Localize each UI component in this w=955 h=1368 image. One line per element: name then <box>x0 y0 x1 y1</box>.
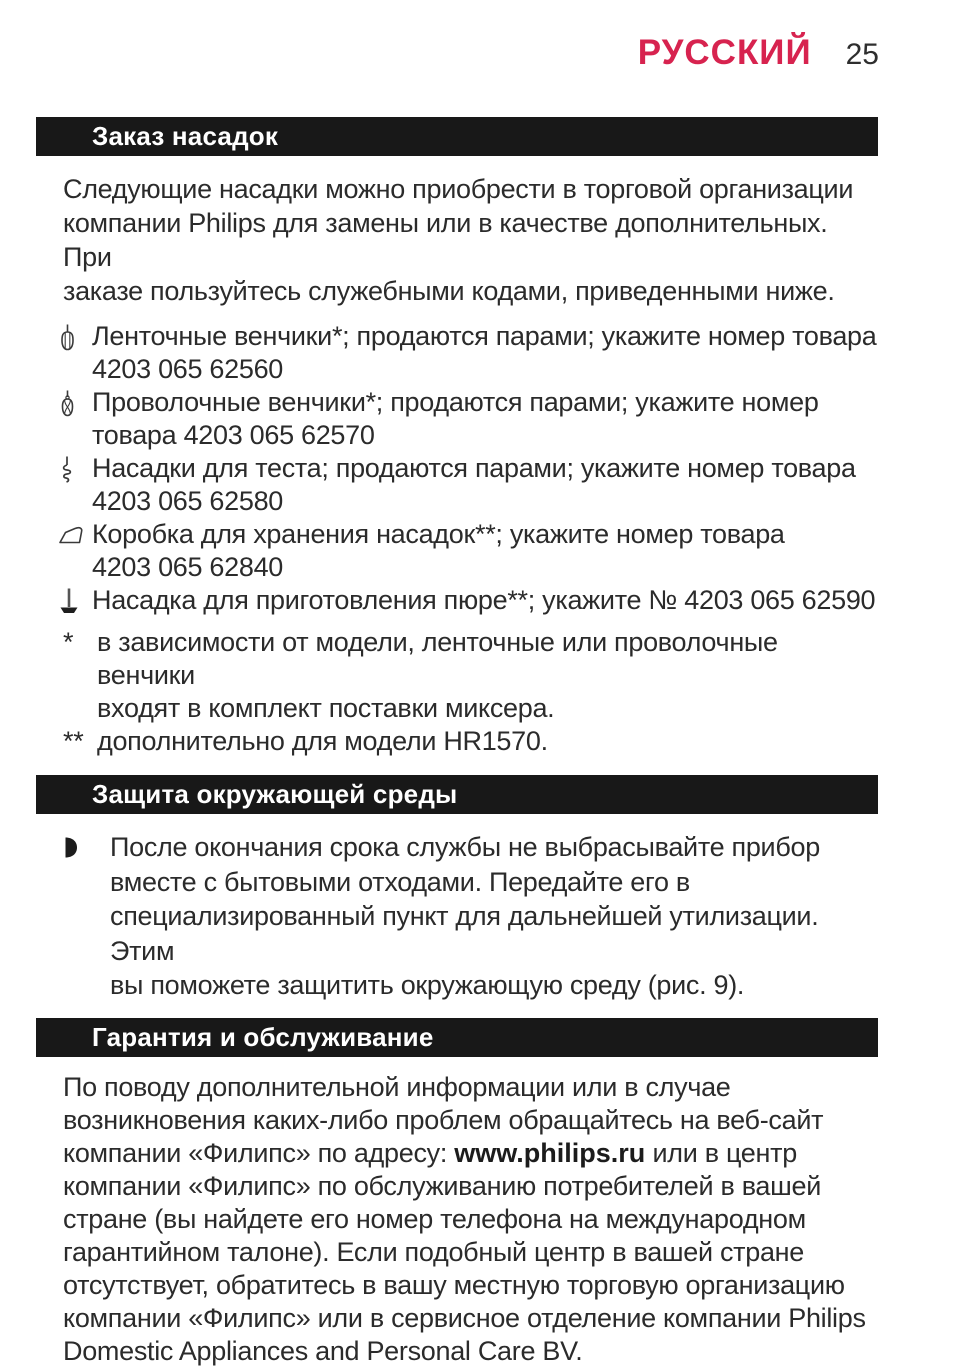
page-number: 25 <box>845 38 879 71</box>
list-item-text <box>92 452 878 518</box>
item-line: Насадки для теста; продаются парами; укажите номер товара <box>92 453 856 483</box>
footnote <box>63 725 878 758</box>
list-item-text <box>92 584 878 617</box>
attachment-list <box>63 320 878 617</box>
list-item <box>63 386 878 452</box>
page-header <box>638 33 879 73</box>
ribbon-whisk-icon <box>58 320 92 353</box>
half-circle-bullet-icon <box>63 830 110 860</box>
item-line: Коробка для хранения насадок**; укажите номер товара <box>92 519 785 549</box>
section-header-environment <box>36 775 878 814</box>
url-line-after: или в центр <box>645 1137 797 1168</box>
list-item-text <box>92 320 878 386</box>
item-line: 4203 065 62560 <box>92 354 283 384</box>
paragraph-line: Следующие насадки можно приобрести в торговой организации <box>63 174 854 204</box>
language-title: РУССКИЙ <box>637 33 812 72</box>
section-title: Защита окружающей среды <box>92 779 458 809</box>
philips-website-url: www.philips.ru <box>454 1137 646 1168</box>
footnote-line: в зависимости от модели, ленточные или проволочные венчики <box>97 627 778 690</box>
wire-whisk-icon <box>58 386 92 419</box>
puree-masher-icon <box>58 584 92 616</box>
footnote-line: входят в комплект поставки миксера. <box>97 693 555 723</box>
paragraph-line: компании Philips для замены или в качестве дополнительных. При <box>63 208 828 272</box>
section-title: Гарантия и обслуживание <box>92 1021 434 1052</box>
guarantee-paragraph <box>63 1071 878 1368</box>
item-line: Проволочные венчики*; продаются парами; укажите номер <box>92 387 819 417</box>
url-line-before: компании «Филипс» по адресу: <box>63 1137 455 1168</box>
environment-text <box>110 830 878 1003</box>
list-item-text <box>92 518 878 584</box>
section-header-guarantee <box>36 1018 878 1057</box>
footnote-marker: ** <box>63 726 84 756</box>
list-item <box>63 584 878 617</box>
page-content <box>63 117 878 1368</box>
footnote-line: дополнительно для модели HR1570. <box>97 726 548 756</box>
item-line: 4203 065 62580 <box>92 486 283 516</box>
footnote-text <box>97 626 878 725</box>
paragraph-line: вы поможете защитить окружающую среду (рис. 9). <box>110 970 745 1000</box>
item-line: товара 4203 065 62570 <box>92 420 375 450</box>
item-line: Насадка для приготовления пюре**; укажите № 4203 065 62590 <box>92 585 876 615</box>
list-item <box>63 452 878 518</box>
footnote-marker: * <box>63 627 74 657</box>
paragraph-line: Domestic Appliances and Personal Care BV. <box>63 1335 583 1366</box>
list-item-text <box>92 386 878 452</box>
paragraph-line: компании «Филипс» по обслуживанию потребителей в вашей <box>63 1170 822 1201</box>
section-header-ordering <box>36 117 878 156</box>
item-line: Ленточные венчики*; продаются парами; укажите номер товара <box>92 321 877 351</box>
storage-box-icon <box>58 518 92 548</box>
paragraph-line: гарантийном талоне). Если подобный центр в вашей стране <box>63 1236 804 1267</box>
paragraph-line: специализированный пункт для дальнейшей утилизации. Этим <box>110 901 819 966</box>
section-title: Заказ насадок <box>92 121 279 151</box>
item-line: 4203 065 62840 <box>92 552 283 582</box>
paragraph-line: отсутствует, обратитесь в вашу местную торговую организацию <box>63 1269 845 1300</box>
paragraph-line-with-url <box>63 1137 878 1170</box>
environment-item <box>63 830 878 1003</box>
list-item <box>63 320 878 386</box>
paragraph-line: После окончания срока службы не выбрасывайте прибор <box>110 832 820 862</box>
paragraph-line: компании «Филипс» или в сервисное отделение компании Philips <box>63 1302 866 1333</box>
list-item <box>63 518 878 584</box>
footnote <box>63 626 878 725</box>
paragraph-line: заказе пользуйтесь служебными кодами, приведенными ниже. <box>63 276 835 306</box>
paragraph-line: стране (вы найдете его номер телефона на международном <box>63 1203 806 1234</box>
paragraph-line: По поводу дополнительной информации или в случае <box>63 1071 731 1102</box>
footnotes <box>63 626 878 758</box>
ordering-intro-paragraph <box>63 172 878 308</box>
footnote-text <box>97 725 878 758</box>
dough-hook-icon <box>58 452 92 485</box>
paragraph-line: возникновения каких-либо проблем обращайтесь на веб-сайт <box>63 1104 824 1135</box>
paragraph-line: вместе с бытовыми отходами. Передайте его в <box>110 866 690 897</box>
